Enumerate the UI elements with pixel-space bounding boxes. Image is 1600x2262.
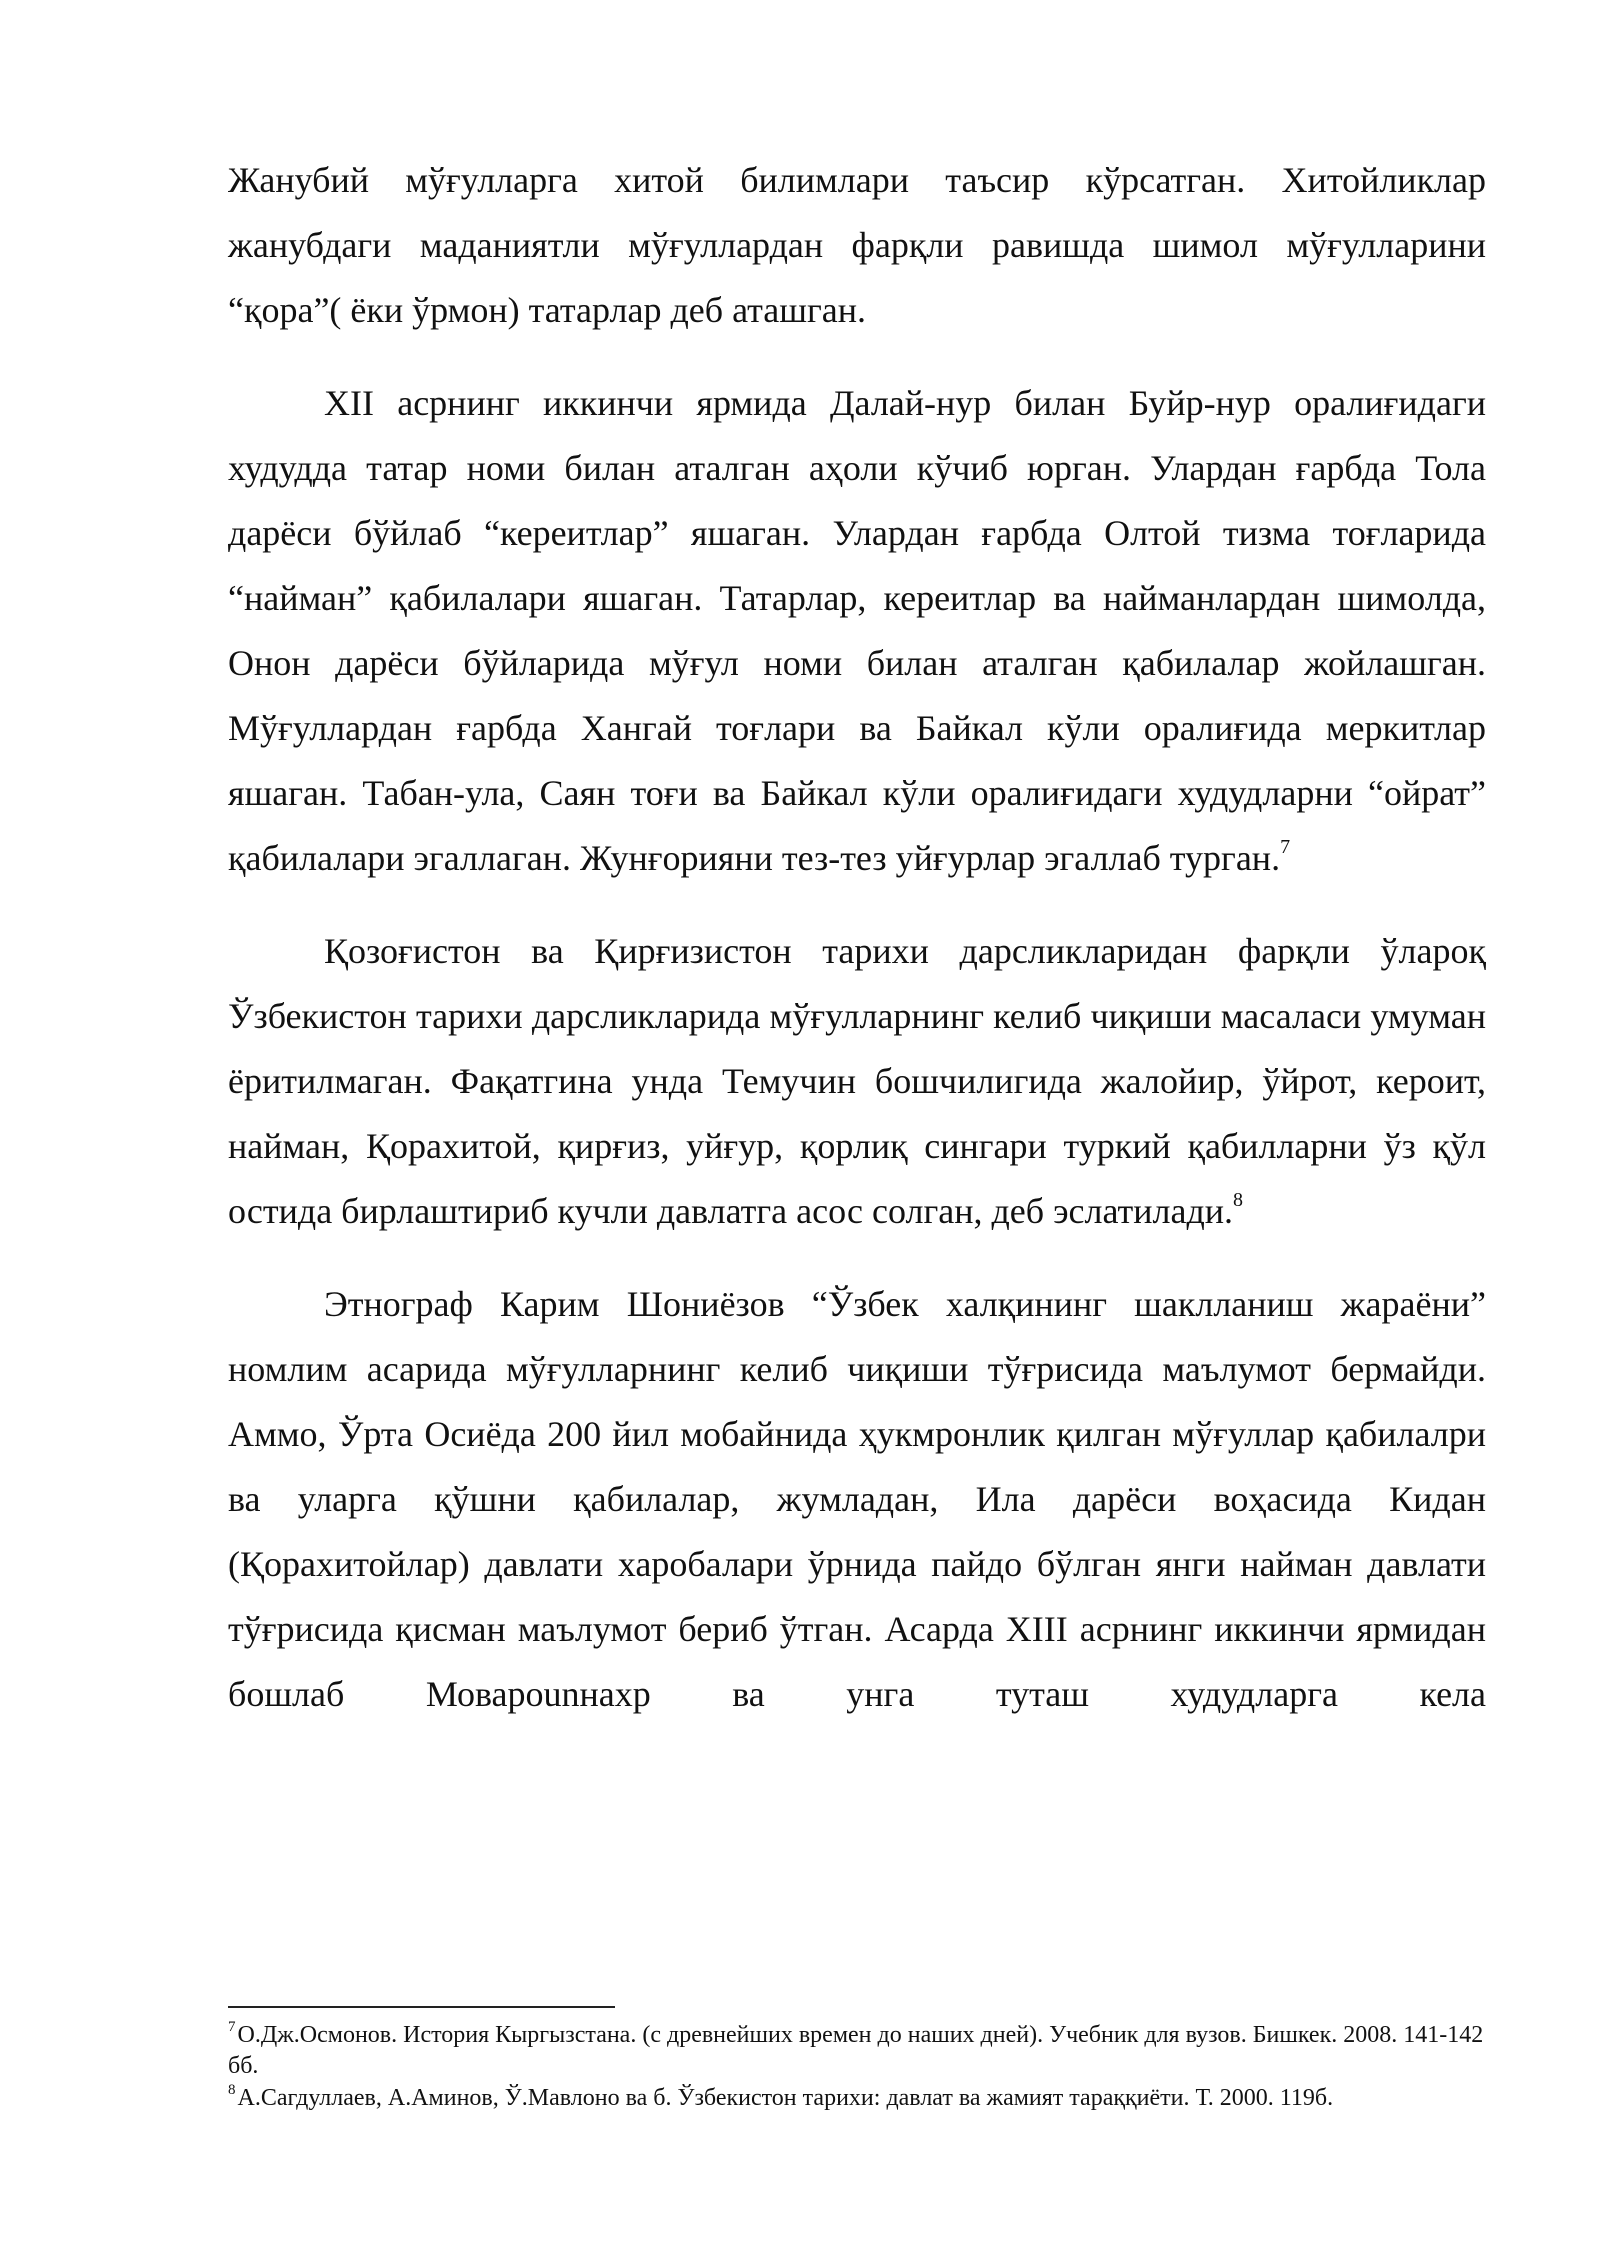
paragraph-1 <box>228 148 1486 343</box>
paragraph-2-text: XII асрнинг иккинчи ярмида Далай-нур билан Буйр-нур оралиғидаги худудда татар номи билан аталган аҳоли кўчиб юрган. Улардан ғарбда Тола дарёси бўйлаб “кереитлар” яшаган. Улардан ғарбда Олтой тизма тоғларида “найман” қабилалари яшаган. Татарлар, кереитлар ва найманлардан шимолда, Онон дарёси бўйларида мўғул номи билан аталган қабилалар жойлашган. Мўғуллардан ғарбда Хангай тоғлари ва Байкал кўли оралиғида меркитлар яшаган. Табан-ула, Саян тоғи ва Байкал кўли оралиғидаги худудларни “ойрат” қабилалари эгаллаган. Жунғорияни тез-тез уйғурлар эгаллаб турган. <box>228 383 1486 878</box>
footnotes <box>228 2020 1486 2115</box>
footnote-text: А.Сагдуллаев, А.Аминов, Ў.Мавлоно ва б. Ўзбекистон тарихи: давлат ва жамият тараққиёти. Т. 2000. 119б. <box>237 2085 1334 2111</box>
footnote-ref-7[interactable]: 7 <box>1280 836 1291 858</box>
paragraph-3-text: Қозоғистон ва Қирғизистон тарихи дарсликларидан фарқли ўлароқ Ўзбекистон тарихи дарсликларида мўғулларнинг келиб чиқиши масаласи умуман ёритилмаган. Фақатгина унда Темучин бошчилигида жалойир, ўйрот, кероит, найман, Қорахитой, қирғиз, уйғур, қорлиқ сингари туркий қабилларни ўз қўл остида бирлаштириб кучли давлатга асос солган, деб эслатилади. <box>228 931 1486 1231</box>
paragraph-2 <box>228 371 1486 891</box>
footnote-number: 8 <box>228 2082 236 2098</box>
footnote-8 <box>228 2083 1486 2114</box>
footnote-separator <box>228 2006 615 2008</box>
paragraph-4 <box>228 1272 1486 1727</box>
paragraph-4-text: Этнограф Карим Шониёзов “Ўзбек халқининг шаклланиш жараёни” номлим асарида мўғулларнинг келиб чиқиши тўғрисида маълумот бермайди. Аммо, Ўрта Осиёда 200 йил мобайнида ҳукмронлик қилган мўғуллар қабилалри ва уларга қўшни қабилалар, жумладан, Ила дарёси воҳасида Кидан (Қорахитойлар) давлати харобалари ўрнида пайдо бўлган янги найман давлати тўғрисида қисман маълумот бериб ўтган. Асарда XIII асрнинг иккинчи ярмидан бошлаб Моварounнахр ва унга туташ худудларга кела <box>228 1284 1486 1714</box>
footnote-text: О.Дж.Осмонов. История Кыргызстана. (с древнейших времен до наших дней). Учебник для вузов. Бишкек. 2008. 141-142 бб. <box>228 2022 1484 2079</box>
footnote-7 <box>228 2020 1486 2082</box>
body-text <box>228 148 1486 1727</box>
paragraph-3 <box>228 919 1486 1244</box>
footnote-number: 7 <box>228 2019 236 2035</box>
footnote-ref-8[interactable]: 8 <box>1233 1189 1244 1211</box>
paragraph-1-text: Жанубий мўғулларга хитой билимлари таъсир кўрсатган. Хитойликлар жанубдаги маданиятли мўғуллардан фарқли равишда шимол мўғулларини “қора”( ёки ўрмон) татарлар деб аташган. <box>228 160 1486 330</box>
